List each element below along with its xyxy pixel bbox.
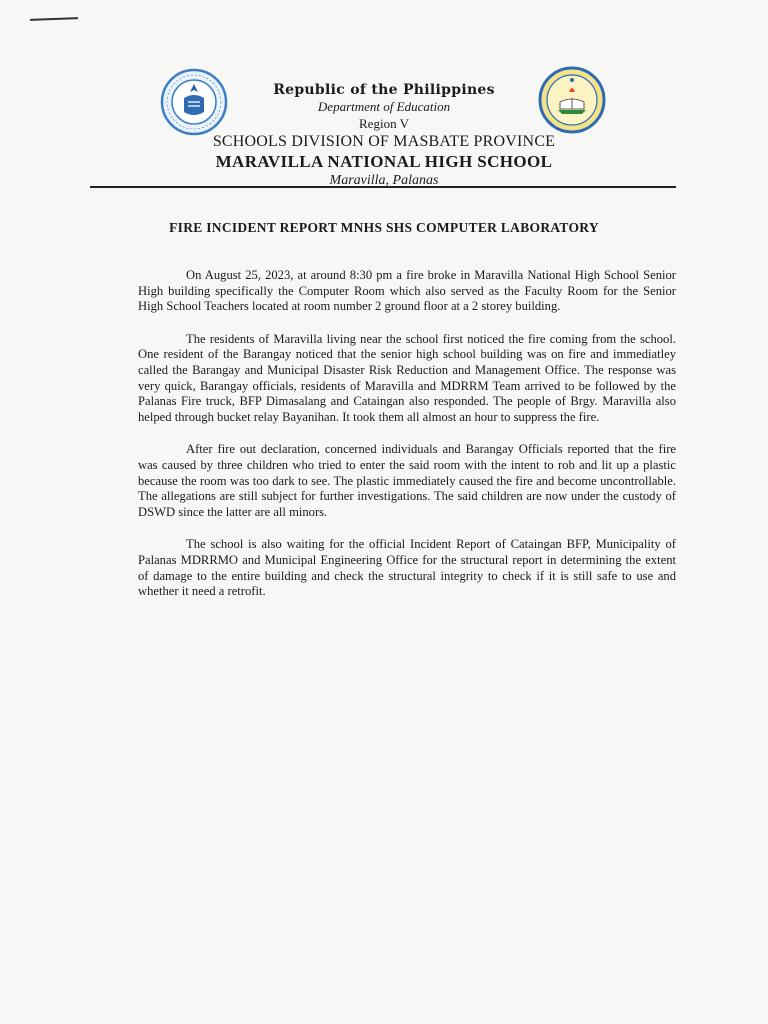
report-title: FIRE INCIDENT REPORT MNHS SHS COMPUTER LABORATORY bbox=[169, 220, 599, 235]
paragraph-3: After fire out declaration, concerned individuals and Barangay Officials reported that the fire was caused by three children who tried to enter the said room with the intent to rob and lit up a plastic because the room was too dark to see. The plastic immediately caused the fire and become uncontrollable. The allegations are still subject for further investigations. The said children are now under the custody of DSWD since the latter are all minors. bbox=[138, 442, 676, 519]
school-address: Maravilla, Palanas bbox=[329, 173, 439, 188]
pen-mark bbox=[30, 17, 78, 21]
paragraph-1: On August 25, 2023, at around 8:30 pm a fire broke in Maravilla National High School Senior High building specifically the Computer Room which also served as the Faculty Room for the Senior High School Teachers located at room number 2 ground floor at a 2 storey building. bbox=[138, 268, 676, 314]
letterhead bbox=[180, 82, 588, 189]
header-divider bbox=[90, 186, 676, 188]
region-line: Region V bbox=[359, 116, 409, 131]
department-line: Department of Education bbox=[317, 99, 451, 114]
paragraph-2: The residents of Maravilla living near the school first noticed the fire coming from the school. One resident of the Barangay noticed that the senior high school building was on fire and immediatley called the Barangay and Municipal Disaster Risk Reduction and Management Office. The response was very quick, Barangay officials, residents of Maravilla and MDRRM Team arrived to be followed by the Palanas Fire truck, BFP Dimasalang and Cataingan also responded. The people of Brgy. Maravilla also helped through bucket relay Bayanihan. It took them all almost an hour to suppress the fire. bbox=[138, 331, 676, 424]
republic-line: Republic of the Philippines bbox=[273, 82, 495, 98]
division-line: SCHOOLS DIVISION OF MASBATE PROVINCE bbox=[212, 133, 556, 150]
report-body bbox=[138, 268, 676, 617]
school-name: MARAVILLA NATIONAL HIGH SCHOOL bbox=[215, 152, 553, 171]
paragraph-4: The school is also waiting for the official Incident Report of Cataingan BFP, Municipality of Palanas MDRRMO and Municipal Engineering Office for the structural report in determining the extent of damage to the entire building and check the structural integrity to check if it is still safe to use and whether it need a retrofit. bbox=[138, 537, 676, 599]
